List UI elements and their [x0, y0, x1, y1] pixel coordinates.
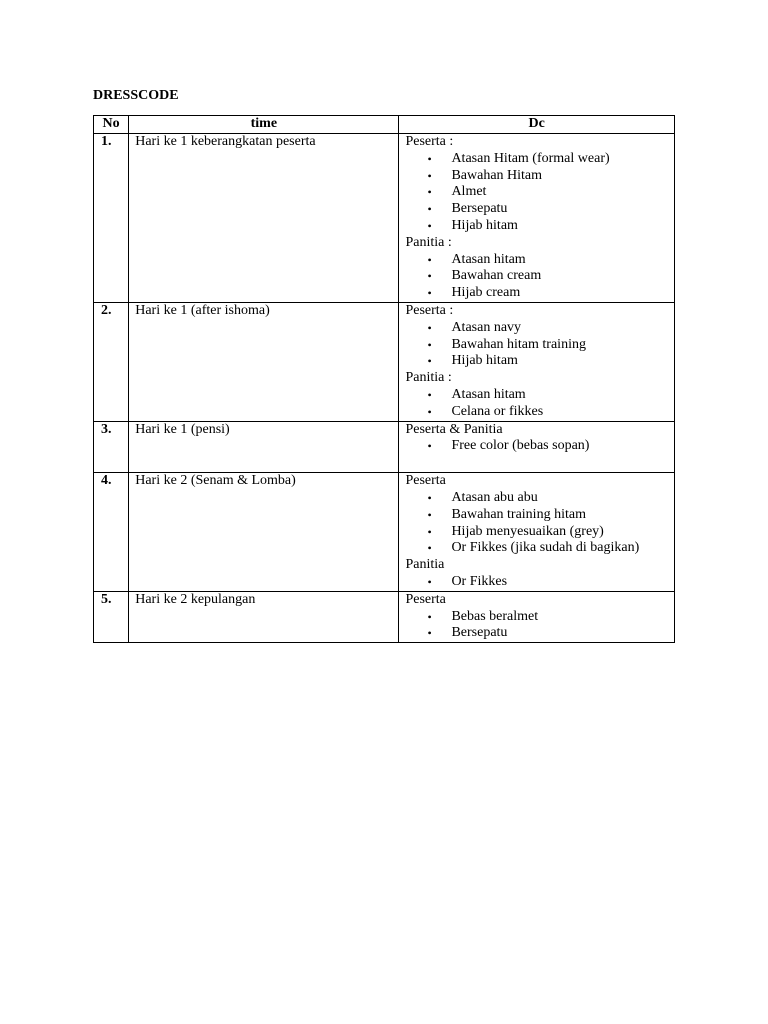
header-dc: Dc — [399, 116, 675, 134]
row-number: 2. — [94, 302, 129, 421]
list-item-text: Atasan hitam — [451, 251, 526, 267]
bullet-icon: • — [427, 609, 432, 624]
list-item — [405, 524, 668, 541]
table-header-row — [94, 116, 675, 134]
list-item — [405, 540, 668, 557]
group-label: Peserta : — [405, 302, 454, 318]
list-item-text: Celana or fikkes — [451, 403, 544, 419]
bullet-icon: • — [427, 151, 432, 166]
row-dresscode — [399, 134, 675, 303]
list-item — [405, 151, 668, 168]
list-item-text: Almet — [451, 184, 487, 200]
dresscode-list — [405, 252, 668, 302]
group-label: Peserta & Panitia — [405, 421, 503, 437]
list-item-text: Atasan hitam — [451, 386, 526, 402]
list-item-text: Bersepatu — [451, 201, 508, 217]
row-number: 4. — [94, 473, 129, 592]
row-dresscode — [399, 302, 675, 421]
list-item — [405, 490, 668, 507]
dresscode-list — [405, 490, 668, 557]
header-no: No — [94, 116, 129, 134]
bullet-icon: • — [427, 252, 432, 267]
bullet-icon: • — [427, 185, 432, 200]
list-item — [405, 184, 668, 201]
list-item — [405, 574, 668, 591]
group-label: Peserta : — [405, 134, 454, 149]
bullet-icon: • — [427, 218, 432, 233]
group-label: Panitia : — [405, 234, 452, 250]
dresscode-list — [405, 438, 668, 455]
row-dresscode — [399, 473, 675, 592]
row-time: Hari ke 1 (pensi) — [129, 421, 399, 473]
bullet-icon: • — [427, 507, 432, 522]
table-row — [94, 591, 675, 642]
list-item — [405, 268, 668, 285]
list-item-text: Hijab cream — [451, 285, 521, 301]
list-item — [405, 387, 668, 404]
list-item-text: Atasan Hitam (formal wear) — [451, 150, 610, 166]
bullet-icon: • — [427, 626, 432, 641]
list-item — [405, 609, 668, 626]
bullet-icon: • — [427, 168, 432, 183]
bullet-icon: • — [427, 354, 432, 369]
list-item-text: Free color (bebas sopan) — [451, 438, 590, 454]
bullet-icon: • — [427, 404, 432, 419]
list-item — [405, 625, 668, 642]
header-time: time — [129, 116, 399, 134]
list-item — [405, 201, 668, 218]
row-time: Hari ke 2 (Senam & Lomba) — [129, 473, 399, 592]
table-row — [94, 302, 675, 421]
table-row — [94, 421, 675, 473]
list-item-text: Or Fikkes — [451, 573, 508, 589]
row-dresscode — [399, 591, 675, 642]
list-item-text: Atasan abu abu — [451, 489, 538, 505]
bullet-icon: • — [427, 387, 432, 402]
row-number: 5. — [94, 591, 129, 642]
list-item-text: Hijab hitam — [451, 217, 518, 233]
list-item — [405, 507, 668, 524]
bullet-icon: • — [427, 320, 432, 335]
list-item-text: Bawahan training hitam — [451, 506, 586, 522]
list-item-text: Hijab menyesuaikan (grey) — [451, 523, 604, 539]
row-dresscode — [399, 421, 675, 473]
list-item-text: Bawahan cream — [451, 268, 542, 284]
list-item-text: Bersepatu — [451, 625, 508, 641]
row-time: Hari ke 1 (after ishoma) — [129, 302, 399, 421]
list-item-text: Bebas beralmet — [451, 608, 539, 624]
bullet-icon: • — [427, 337, 432, 352]
list-item — [405, 252, 668, 269]
dresscode-list — [405, 320, 668, 370]
table-row — [94, 134, 675, 303]
bullet-icon: • — [427, 541, 432, 556]
dresscode-table — [93, 115, 675, 643]
group-label: Peserta — [405, 591, 446, 607]
row-number: 1. — [94, 134, 129, 303]
dresscode-list — [405, 151, 668, 235]
list-item — [405, 168, 668, 185]
list-item — [405, 285, 668, 302]
bullet-icon: • — [427, 202, 432, 217]
document-title: DRESSCODE — [93, 88, 179, 103]
list-item-text: Bawahan Hitam — [451, 167, 543, 183]
bullet-icon: • — [427, 286, 432, 301]
dresscode-list — [405, 387, 668, 421]
table-row — [94, 473, 675, 592]
list-item — [405, 438, 668, 455]
list-item — [405, 218, 668, 235]
row-time: Hari ke 1 keberangkatan peserta — [129, 134, 399, 303]
bullet-icon: • — [427, 574, 432, 589]
row-time: Hari ke 2 kepulangan — [129, 591, 399, 642]
bullet-icon: • — [427, 490, 432, 505]
dresscode-list — [405, 609, 668, 643]
table-body — [94, 134, 675, 643]
row-number: 3. — [94, 421, 129, 473]
cell-spacer — [405, 455, 668, 472]
list-item-text: Atasan navy — [451, 319, 522, 335]
bullet-icon: • — [427, 439, 432, 454]
group-label: Peserta — [405, 473, 446, 489]
list-item — [405, 404, 668, 421]
bullet-icon: • — [427, 269, 432, 284]
group-label: Panitia : — [405, 370, 452, 386]
list-item — [405, 353, 668, 370]
bullet-icon: • — [427, 524, 432, 539]
list-item-text: Bawahan hitam training — [451, 336, 586, 352]
list-item — [405, 320, 668, 337]
dresscode-list — [405, 574, 668, 591]
list-item — [405, 337, 668, 354]
group-label: Panitia — [405, 557, 445, 573]
list-item-text: Or Fikkes (jika sudah di bagikan) — [451, 540, 640, 556]
list-item-text: Hijab hitam — [451, 353, 518, 369]
